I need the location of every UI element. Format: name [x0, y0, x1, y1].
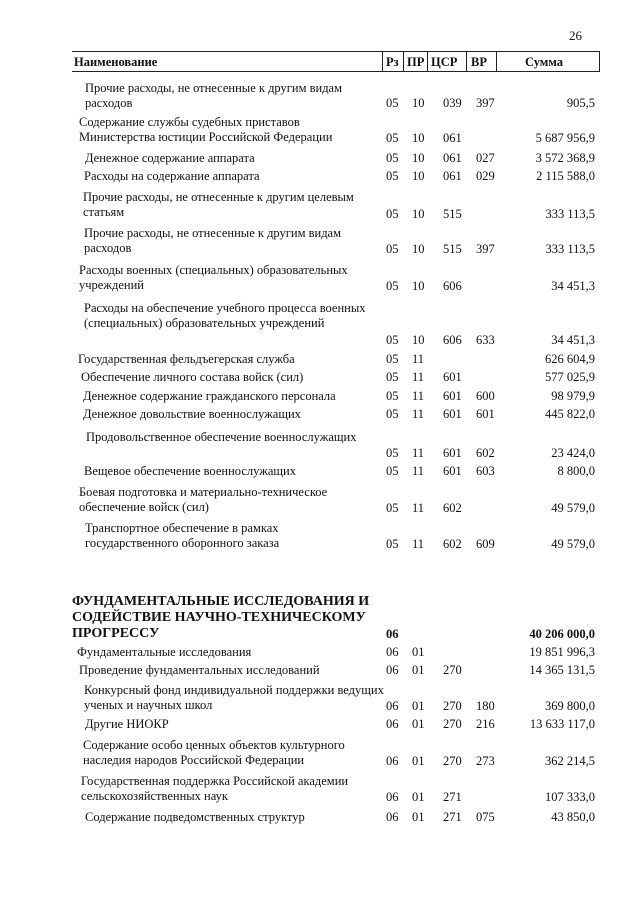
row-pr: 10: [412, 96, 425, 110]
row-sum: 34 451,3: [551, 279, 595, 293]
row-sum: 362 214,5: [545, 754, 595, 768]
row-name: Прочие расходы, не отнесенные к другим видам расходов: [85, 81, 343, 110]
column-divider: [599, 52, 600, 71]
row-rz: 05: [386, 464, 399, 478]
row-pr: 01: [412, 663, 425, 677]
row-csr: 601: [443, 407, 462, 421]
row-pr: 01: [412, 699, 425, 713]
row-name: Денежное довольствие военнослужащих: [83, 407, 301, 421]
column-divider: [466, 52, 467, 71]
row-rz: 06: [386, 699, 399, 713]
header-pr: ПР: [407, 55, 425, 69]
row-name: Расходы военных (специальных) образовательных учреждений: [79, 263, 348, 292]
row-name: ФУНДАМЕНТАЛЬНЫЕ ИССЛЕДОВАНИЯ И СОДЕЙСТВИЕ НАУЧНО-ТЕХНИЧЕСКОМУ ПРОГРЕССУ: [72, 594, 370, 641]
header-sum: Сумма: [525, 55, 563, 69]
row-vr: 075: [476, 810, 495, 824]
row-csr: 601: [443, 370, 462, 384]
row-rz: 05: [386, 169, 399, 183]
row-pr: 11: [412, 352, 425, 366]
row-rz: 05: [386, 389, 399, 403]
row-vr: 180: [476, 699, 495, 713]
row-csr: 270: [443, 717, 462, 731]
row-name: Конкурсный фонд индивидуальной поддержки ведущих ученых и научных школ: [84, 683, 384, 712]
row-name: Фундаментальные исследования: [77, 645, 252, 659]
row-vr: 602: [476, 446, 495, 460]
row-pr: 01: [412, 717, 425, 731]
row-name: Прочие расходы, не отнесенные к другим целевым статьям: [83, 190, 354, 219]
row-rz: 05: [386, 333, 399, 347]
row-pr: 10: [412, 242, 425, 256]
column-divider: [382, 52, 383, 71]
row-sum: 98 979,9: [551, 389, 595, 403]
row-rz: 05: [386, 501, 399, 515]
row-csr: 606: [443, 333, 462, 347]
row-sum: 19 851 996,3: [529, 645, 595, 659]
row-csr: 270: [443, 699, 462, 713]
row-name: Денежное содержание аппарата: [85, 151, 255, 165]
row-vr: 600: [476, 389, 495, 403]
row-csr: 601: [443, 389, 462, 403]
row-vr: 397: [476, 96, 495, 110]
row-pr: 10: [412, 131, 425, 145]
row-csr: 515: [443, 207, 462, 221]
row-sum: 23 424,0: [551, 446, 595, 460]
row-csr: 061: [443, 131, 462, 145]
table-header: [72, 51, 600, 72]
row-rz: 05: [386, 537, 399, 551]
row-sum: 3 572 368,9: [535, 151, 595, 165]
row-vr: 601: [476, 407, 495, 421]
row-csr: 270: [443, 663, 462, 677]
column-divider: [496, 52, 497, 71]
row-sum: 333 113,5: [545, 242, 595, 256]
row-rz: 05: [386, 446, 399, 460]
row-csr: 602: [443, 501, 462, 515]
row-name: Боевая подготовка и материально-техническое обеспечение войск (сил): [79, 485, 328, 514]
row-name: Государственная фельдъегерская служба: [78, 352, 295, 366]
row-rz: 05: [386, 352, 399, 366]
row-sum: 2 115 588,0: [536, 169, 595, 183]
row-csr: 271: [443, 810, 462, 824]
row-rz: 06: [386, 627, 399, 641]
row-pr: 11: [412, 407, 425, 421]
row-rz: 06: [386, 810, 399, 824]
row-rz: 05: [386, 96, 399, 110]
row-vr: 603: [476, 464, 495, 478]
row-vr: 397: [476, 242, 495, 256]
row-pr: 11: [412, 389, 425, 403]
row-pr: 10: [412, 279, 425, 293]
row-sum: 13 633 117,0: [529, 717, 595, 731]
row-pr: 11: [412, 446, 425, 460]
row-pr: 10: [412, 333, 425, 347]
row-rz: 05: [386, 370, 399, 384]
row-name: Содержание особо ценных объектов культурного наследия народов Российской Федерации: [83, 738, 345, 767]
row-sum: 49 579,0: [551, 537, 595, 551]
row-sum: 905,5: [566, 96, 595, 110]
row-vr: 633: [476, 333, 495, 347]
row-sum: 40 206 000,0: [529, 627, 595, 641]
row-rz: 06: [386, 717, 399, 731]
row-rz: 05: [386, 151, 399, 165]
row-sum: 43 850,0: [551, 810, 595, 824]
row-pr: 11: [412, 370, 425, 384]
row-pr: 10: [412, 151, 425, 165]
row-rz: 05: [386, 407, 399, 421]
row-name: Государственная поддержка Российской академии сельскохозяйственных наук: [81, 774, 349, 803]
row-name: Обеспечение личного состава войск (сил): [81, 370, 304, 384]
row-name: Другие НИОКР: [85, 717, 169, 731]
page-number: 26: [569, 28, 582, 43]
row-pr: 01: [412, 754, 425, 768]
row-rz: 06: [386, 663, 399, 677]
row-name: Прочие расходы, не отнесенные к другим видам расходов: [84, 226, 342, 255]
row-name: Содержание подведомственных структур: [85, 810, 305, 824]
column-divider: [403, 52, 404, 71]
row-sum: 445 822,0: [545, 407, 595, 421]
row-vr: 029: [476, 169, 495, 183]
row-name: Содержание службы судебных приставов Министерства юстиции Российской Федерации: [79, 115, 333, 144]
row-pr: 10: [412, 207, 425, 221]
row-pr: 11: [412, 464, 425, 478]
row-name: Вещевое обеспечение военнослужащих: [84, 464, 296, 478]
row-pr: 01: [412, 790, 425, 804]
row-rz: 05: [386, 131, 399, 145]
row-vr: 273: [476, 754, 495, 768]
row-name: Проведение фундаментальных исследований: [79, 663, 320, 677]
row-rz: 05: [386, 207, 399, 221]
row-sum: 34 451,3: [551, 333, 595, 347]
row-sum: 577 025,9: [545, 370, 595, 384]
row-name: Расходы на обеспечение учебного процесса военных (специальных) образовательных учреждений: [84, 301, 366, 330]
row-csr: 515: [443, 242, 462, 256]
row-sum: 626 604,9: [545, 352, 595, 366]
row-csr: 039: [443, 96, 462, 110]
row-name: Продовольственное обеспечение военнослужащих: [86, 430, 357, 444]
row-vr: 216: [476, 717, 495, 731]
row-sum: 333 113,5: [545, 207, 595, 221]
row-rz: 06: [386, 754, 399, 768]
header-name: Наименование: [74, 55, 158, 69]
row-rz: 05: [386, 242, 399, 256]
row-rz: 06: [386, 645, 399, 659]
row-vr: 027: [476, 151, 495, 165]
row-pr: 01: [412, 645, 425, 659]
row-csr: 601: [443, 464, 462, 478]
row-pr: 11: [412, 537, 425, 551]
row-name: Расходы на содержание аппарата: [84, 169, 260, 183]
row-pr: 10: [412, 169, 425, 183]
row-csr: 271: [443, 790, 462, 804]
row-sum: 14 365 131,5: [529, 663, 595, 677]
row-rz: 06: [386, 790, 399, 804]
row-pr: 11: [412, 501, 425, 515]
column-divider: [427, 52, 428, 71]
row-pr: 01: [412, 810, 425, 824]
row-csr: 061: [443, 151, 462, 165]
row-sum: 107 333,0: [545, 790, 595, 804]
header-vr: ВР: [471, 55, 487, 69]
row-csr: 602: [443, 537, 462, 551]
row-name: Денежное содержание гражданского персонала: [83, 389, 336, 403]
row-sum: 8 800,0: [557, 464, 595, 478]
row-sum: 369 800,0: [545, 699, 595, 713]
row-csr: 601: [443, 446, 462, 460]
header-rz: Рз: [386, 55, 399, 69]
row-sum: 5 687 956,9: [535, 131, 595, 145]
header-csr: ЦСР: [431, 55, 458, 69]
row-csr: 270: [443, 754, 462, 768]
row-csr: 061: [443, 169, 462, 183]
row-name: Транспортное обеспечение в рамках государственного оборонного заказа: [85, 521, 280, 550]
row-csr: 606: [443, 279, 462, 293]
row-rz: 05: [386, 279, 399, 293]
row-vr: 609: [476, 537, 495, 551]
row-sum: 49 579,0: [551, 501, 595, 515]
